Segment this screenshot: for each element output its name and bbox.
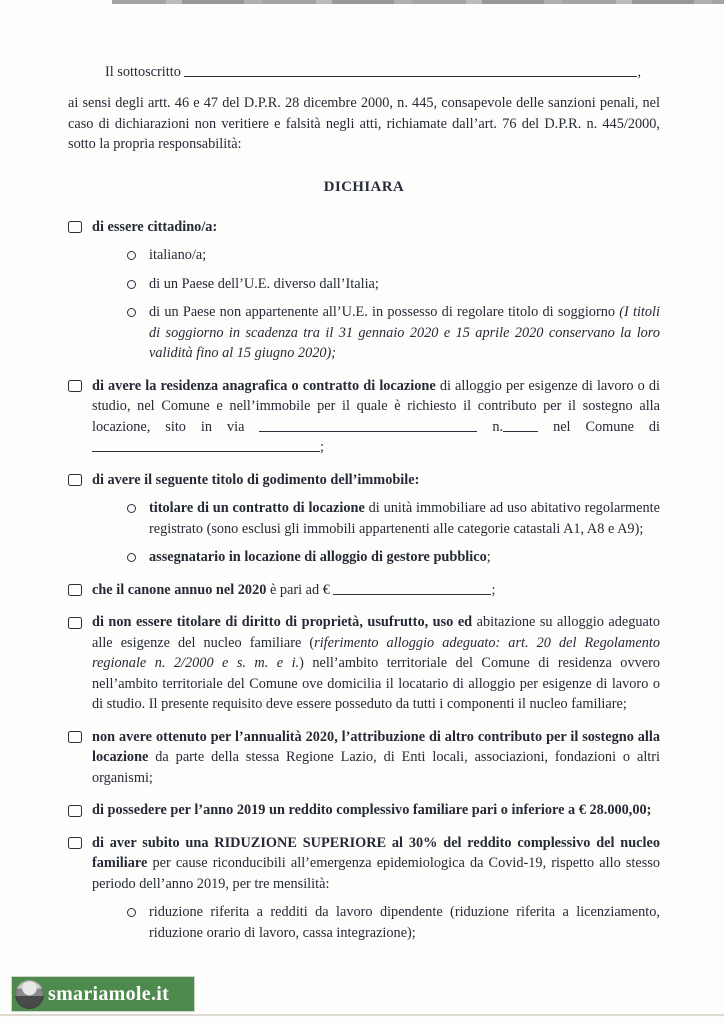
circle-bullet-icon (127, 251, 136, 260)
fill-in-blank-via (259, 418, 477, 432)
declaration-item-reddito-2019 (68, 800, 660, 821)
checkbox-icon (68, 584, 82, 596)
item-body (92, 833, 660, 944)
site-logo-photo (15, 980, 44, 1009)
sub-item-text: assegnatario in locazione di alloggio di gestore pubblico; (149, 549, 491, 565)
sub-item-text: italiano/a; (149, 247, 207, 263)
sub-item-italiano (127, 245, 660, 266)
sub-item-text: di un Paese dell’U.E. diverso dall’Italia; (149, 275, 379, 292)
sub-item-paese-extra-ue (127, 302, 660, 364)
checkbox-icon (68, 474, 82, 486)
sub-item-assegnatario (127, 547, 660, 568)
checkbox-icon (68, 617, 82, 629)
item-body (92, 580, 660, 601)
sub-item-text: riduzione riferita a redditi da lavoro dipendente (riduzione riferita a licenziamento, riduzione orario di lavoro, cassa integrazione); (149, 904, 660, 941)
item-body (92, 470, 660, 568)
fill-in-blank-sottoscritto (184, 63, 637, 77)
declaration-item-residenza (68, 376, 660, 458)
declaration-item-titolo-godimento (68, 470, 660, 568)
declaration-item-cittadinanza (68, 217, 660, 364)
intro-line (68, 62, 660, 83)
watermark-banner (12, 977, 194, 1011)
checkbox-icon (68, 837, 82, 849)
circle-bullet-icon (127, 553, 136, 562)
sub-item-riduzione-lavoro-dipendente (127, 902, 660, 943)
item-body (92, 612, 660, 715)
intro-label: Il sottoscritto (105, 64, 181, 80)
checkbox-icon (68, 805, 82, 817)
item-text: di aver subito una RIDUZIONE SUPERIORE al 30% del reddito complessivo del nucleo familiare per cause riconducibili all’emergenza epidemiologica da Covid-19, rispetto allo stesso periodo dell’anno 2019, per tre mensilità: (92, 834, 660, 892)
bottom-scan-line (0, 1014, 724, 1016)
item-text: di essere cittadino/a: (92, 218, 218, 235)
checkbox-icon (68, 221, 82, 233)
circle-bullet-icon (127, 280, 136, 289)
item-text: di possedere per l’anno 2019 un reddito complessivo familiare pari o inferiore a € 28.000,00; (92, 802, 652, 818)
fill-in-blank-civico (503, 418, 538, 432)
watermark-text: smariamole.it (48, 982, 170, 1005)
circle-bullet-icon (127, 504, 136, 513)
declaration-item-canone (68, 580, 660, 601)
declaration-list (68, 217, 660, 944)
item-text: di avere il seguente titolo di godimento dell’immobile: (92, 471, 420, 488)
sub-item-text: titolare di un contratto di locazione di unità immobiliare ad uso abitativo regolarmente registrato (sono esclusi gli immobili appartenenti alle categorie catastali A1, A8 e A9); (149, 500, 660, 537)
sub-item-titolare-contratto (127, 498, 660, 539)
top-scan-edge (112, 0, 724, 4)
item-body (92, 800, 660, 821)
checkbox-icon (68, 380, 82, 392)
item-body (92, 376, 660, 458)
fill-in-blank-canone (333, 581, 491, 595)
circle-bullet-icon (127, 908, 136, 917)
preamble-paragraph: ai sensi degli artt. 46 e 47 del D.P.R. 28 dicembre 2000, n. 445, consapevole delle sanzioni penali, nel caso di dichiarazioni non veritiere e falsità negli atti, richiamate dall’art. 76 del D.P.R. n. 445/2000, sotto la propria responsabilità: (68, 95, 660, 152)
circle-bullet-icon (127, 308, 136, 317)
declaration-item-no-proprieta (68, 612, 660, 715)
item-text: di avere la residenza anagrafica o contratto di locazione di alloggio per esigenze di lavoro o di studio, nel Comune e nell’immobile per il quale è richiesto il contributo per il sostegno alla locazione, sito in via n. nel Comune di ; (92, 377, 661, 455)
declaration-item-no-altro-contributo (68, 727, 660, 789)
item-body (92, 727, 660, 789)
sub-item-paese-ue (127, 274, 660, 295)
fill-in-blank-comune (92, 438, 320, 452)
item-text: non avere ottenuto per l’annualità 2020, l’attribuzione di altro contributo per il sostegno alla locazione da parte della stessa Regione Lazio, di Enti locali, associazioni, fondazioni o altri organismi; (92, 728, 660, 786)
item-body (92, 217, 660, 364)
declaration-item-riduzione-reddito (68, 833, 660, 944)
item-text: di non essere titolare di diritto di proprietà, usufrutto, uso ed abitazione su alloggio adeguato alle esigenze del nucleo familiare (riferimento alloggio adeguato: art. 20 del Regolamento regionale n. 2/2000 e s. m. e i.) nell’ambito territoriale del Comune di residenza ovvero nell’ambito territoriale del Comune ove domicilia il locatario di alloggio per esigenze di lavoro o di studio. Il presente requisito deve essere posseduto da tutti i componenti il nucleo familiare; (92, 614, 661, 712)
sub-item-text: di un Paese non appartenente all’U.E. in possesso di regolare titolo di soggiorno (I titoli di soggiorno in scadenza tra il 31 gennaio 2020 e 15 aprile 2020 conservano la loro validità fino al 15 giugno 2020); (149, 304, 660, 361)
heading-dichiara: DICHIARA (323, 178, 405, 195)
item-text: che il canone annuo nel 2020 è pari ad € ; (92, 581, 496, 598)
checkbox-icon (68, 731, 82, 743)
intro-suffix: , (637, 64, 642, 80)
